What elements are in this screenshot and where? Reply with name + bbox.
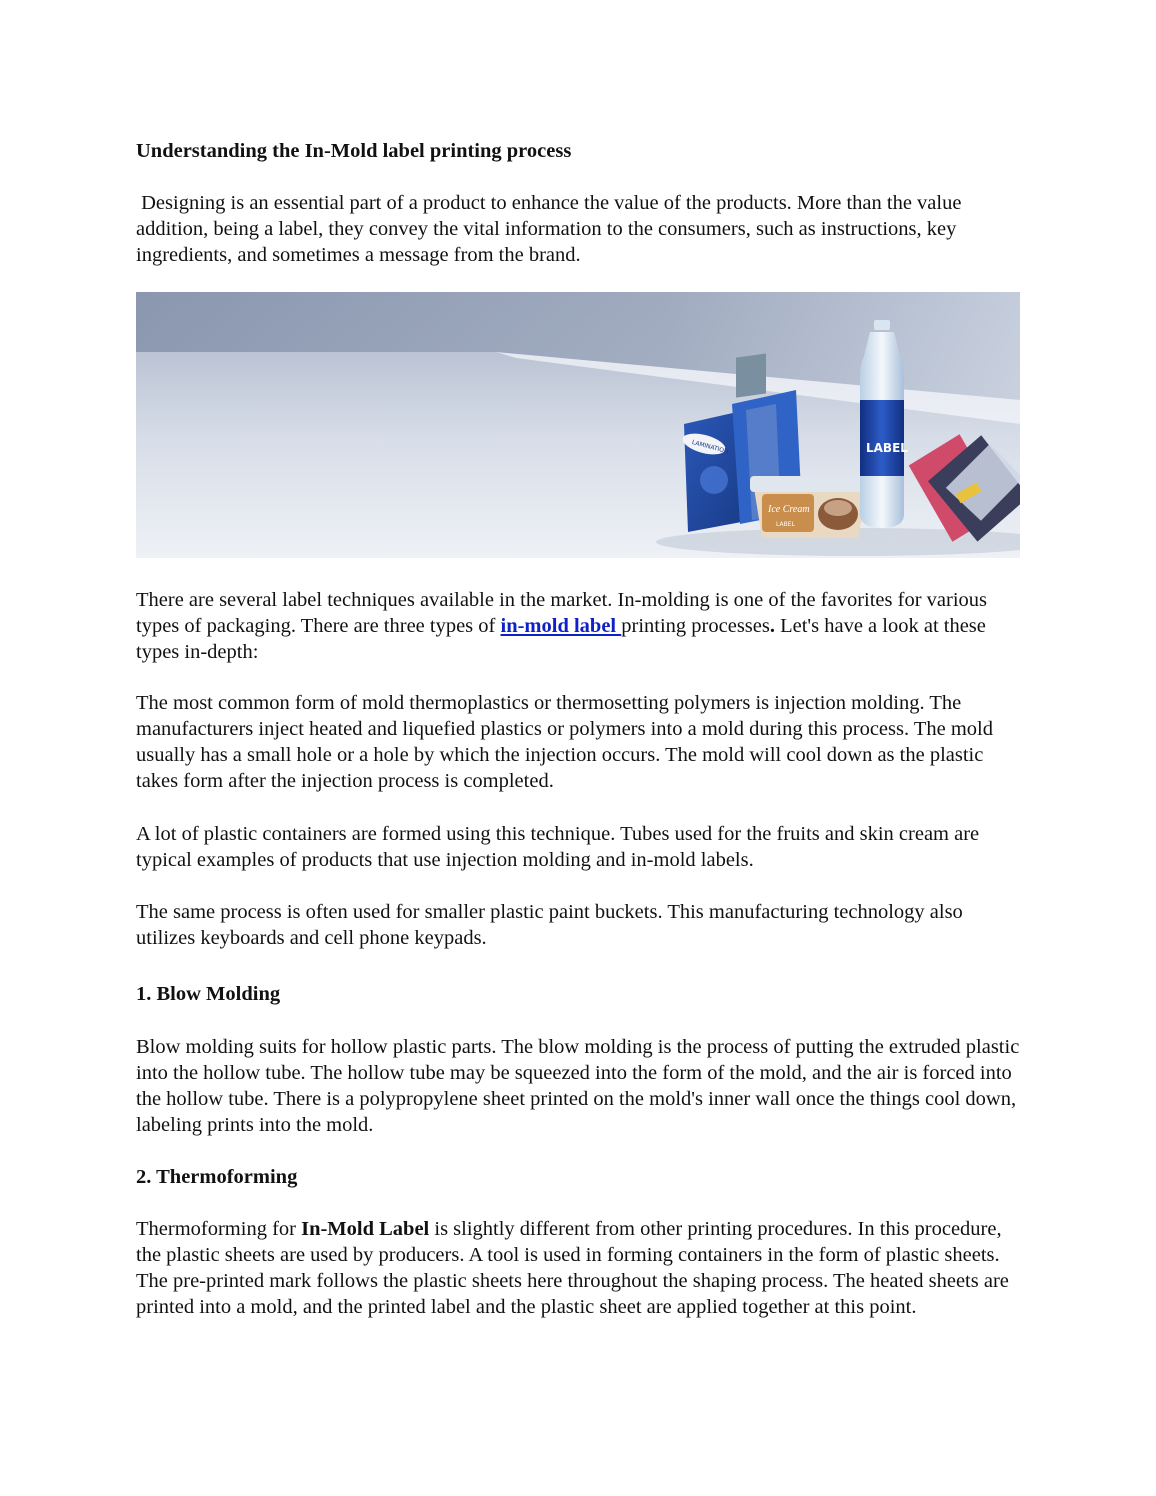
buckets-paragraph: The same process is often used for smaller plastic paint buckets. This manufacturing technology also utilizes keyboards and cell phone keypads. — [136, 901, 963, 949]
tub-label: LABEL — [776, 521, 795, 528]
thermoforming-paragraph — [136, 1216, 1020, 1320]
injection-paragraph: The most common form of mold thermoplastics or thermosetting polymers is injection molding. The manufacturers inject heated and liquefied plastics or polymers into a mold during this process. The mold usually has a small hole or a hole by which the injection occurs. The mold will cool down as the plastic takes form after the injection process is completed. — [136, 692, 993, 792]
containers-paragraph: A lot of plastic containers are formed using this technique. Tubes used for the fruits and skin cream are typical examples of products that use injection molding and in-mold labels. — [136, 823, 980, 871]
thermoforming-text-after: is slightly different from other printing procedures. In this procedure, the plastic sheets are used by producers. A tool is used in forming containers in the form of plastic sheets. The pre-printed mark follows the plastic sheets here throughout the shaping process. The heated sheets are printed into a mold, and the printed label and the plastic sheet are applied together at this point. — [136, 1218, 1009, 1318]
hero-banner-image — [136, 292, 1020, 558]
blow-molding-paragraph: Blow molding suits for hollow plastic parts. The blow molding is the process of putting the extruded plastic into the hollow tube. The hollow tube may be squeezed into the form of the mold, and the air is forced into the hollow tube. There is a polypropylene sheet printed on the mold's inner wall once the things cool down, labeling prints into the mold. — [136, 1036, 1020, 1136]
tub-script-label: Ice Cream — [768, 504, 810, 515]
ice-cream-tub-icon — [750, 476, 872, 538]
in-mold-label-link[interactable]: in-mold label — [500, 615, 622, 637]
packaging-illustration — [136, 292, 1020, 558]
label-types-strong: . — [769, 615, 775, 637]
label-types-after: Let's have a look at these types in-depth: — [136, 615, 986, 663]
intro-paragraph: Designing is an essential part of a product to enhance the value of the products. More than the value addition, being a label, they convey the vital information to the consumers, such as instructions, key ingredients, and sometimes a message from the brand. — [136, 192, 967, 266]
thermoforming-strong: In-Mold Label — [301, 1218, 430, 1240]
thermoforming-heading: 2. Thermoforming — [136, 1166, 298, 1188]
label-types-text: There are several label techniques available in the market. In-molding is one of the favorites for various types of packaging. There are three types of — [136, 589, 987, 637]
thermoforming-text-before: Thermoforming for — [136, 1218, 302, 1240]
label-types-paragraph — [136, 587, 1020, 665]
label-types-middle: printing processes — [621, 615, 770, 637]
folder-label: LAMINATION — [691, 438, 729, 456]
article-title: Understanding the In-Mold label printing process — [136, 140, 572, 162]
blow-molding-heading: 1. Blow Molding — [136, 983, 281, 1005]
bottle-label: LABEL — [866, 441, 908, 455]
